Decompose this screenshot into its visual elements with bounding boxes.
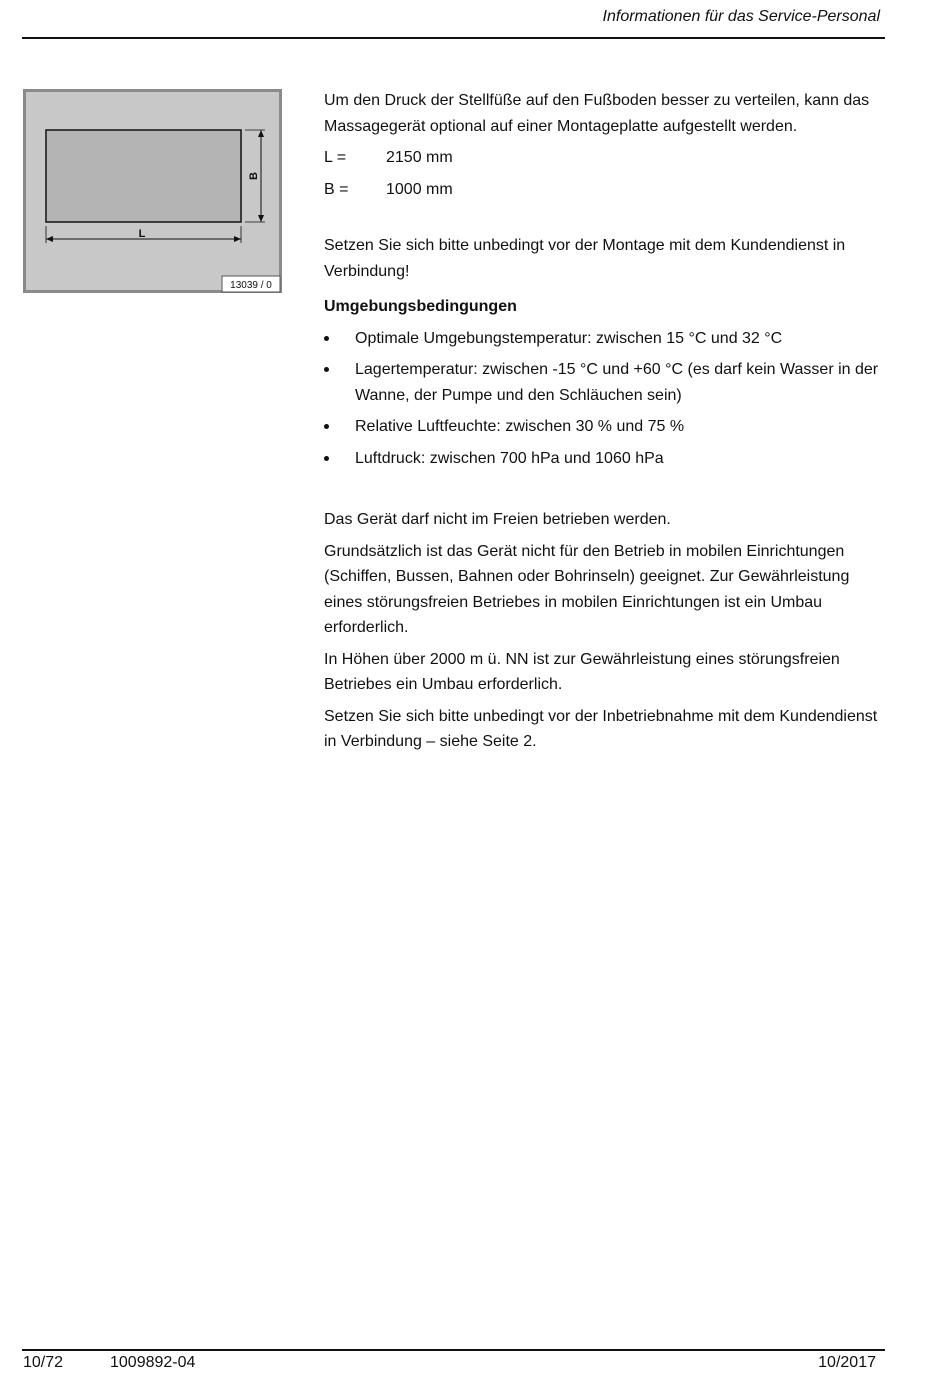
paragraph-mobile: Grundsätzlich ist das Gerät nicht für den Betrieb in mobilen Einrichtungen (Schiffen, Bussen, Bahnen oder Bohrinseln) geeignet. Zur Gewährleistung eines störungsfreien Betriebes in mobilen Einrichtungen ist ein Umbau erforderlich.: [324, 542, 850, 636]
list-item: Optimale Umgebungstemperatur: zwischen 15 °C und 32 °C: [324, 326, 884, 352]
dimension-value: 2150 mm: [386, 149, 453, 166]
mounting-plate: [46, 130, 241, 222]
section-heading: Umgebungsbedingungen: [324, 298, 517, 315]
paragraph-outdoor: Das Gerät darf nicht im Freien betrieben werden.: [324, 511, 671, 528]
dimension-row-length: [324, 145, 884, 171]
footer-divider: [22, 1349, 885, 1351]
header-divider: [22, 37, 885, 39]
figure-ref-code: 13039 / 0: [230, 280, 272, 291]
document-number: 1009892-04: [110, 1354, 196, 1371]
mounting-plate-figure: [23, 89, 282, 293]
dimension-label-width: B: [248, 172, 260, 180]
bullet-icon: [324, 424, 329, 429]
conditions-list: [324, 326, 884, 472]
bullet-icon: [324, 336, 329, 341]
bullet-icon: [324, 456, 329, 461]
paragraph-altitude: In Höhen über 2000 m ü. NN ist zur Gewährleistung eines störungsfreien Betriebes ein Umbau erforderlich.: [324, 650, 840, 693]
document-date: 10/2017: [818, 1354, 876, 1371]
contact-note: Setzen Sie sich bitte unbedingt vor der Montage mit dem Kundendienst in Verbindung!: [324, 237, 846, 280]
intro-paragraph: Um den Druck der Stellfüße auf den Fußboden besser zu verteilen, kann das Massagegerät optional auf einer Montageplatte aufgestellt werden.: [324, 92, 870, 135]
paragraph-commissioning: Setzen Sie sich bitte unbedingt vor der Inbetriebnahme mit dem Kundendienst in Verbindung – siehe Seite 2.: [324, 707, 878, 750]
dimension-key: L =: [324, 149, 347, 166]
list-item: Lagertemperatur: zwischen -15 °C und +60 °C (es darf kein Wasser in der Wanne, der Pumpe und den Schläuchen sein): [324, 357, 884, 408]
mounting-plate-diagram: [23, 89, 282, 293]
page-number: 10/72: [23, 1354, 64, 1371]
list-item: Relative Luftfeuchte: zwischen 30 % und 75 %: [324, 414, 884, 440]
main-content: [324, 88, 884, 761]
dimension-value: 1000 mm: [386, 180, 453, 198]
bullet-icon: [324, 367, 329, 372]
header-title: Informationen für das Service-Personal: [602, 8, 880, 25]
dimension-label-length: L: [138, 228, 146, 240]
list-item: Luftdruck: zwischen 700 hPa und 1060 hPa: [324, 446, 884, 472]
dimension-key: B =: [324, 180, 349, 198]
dimension-row-width: [324, 177, 884, 203]
